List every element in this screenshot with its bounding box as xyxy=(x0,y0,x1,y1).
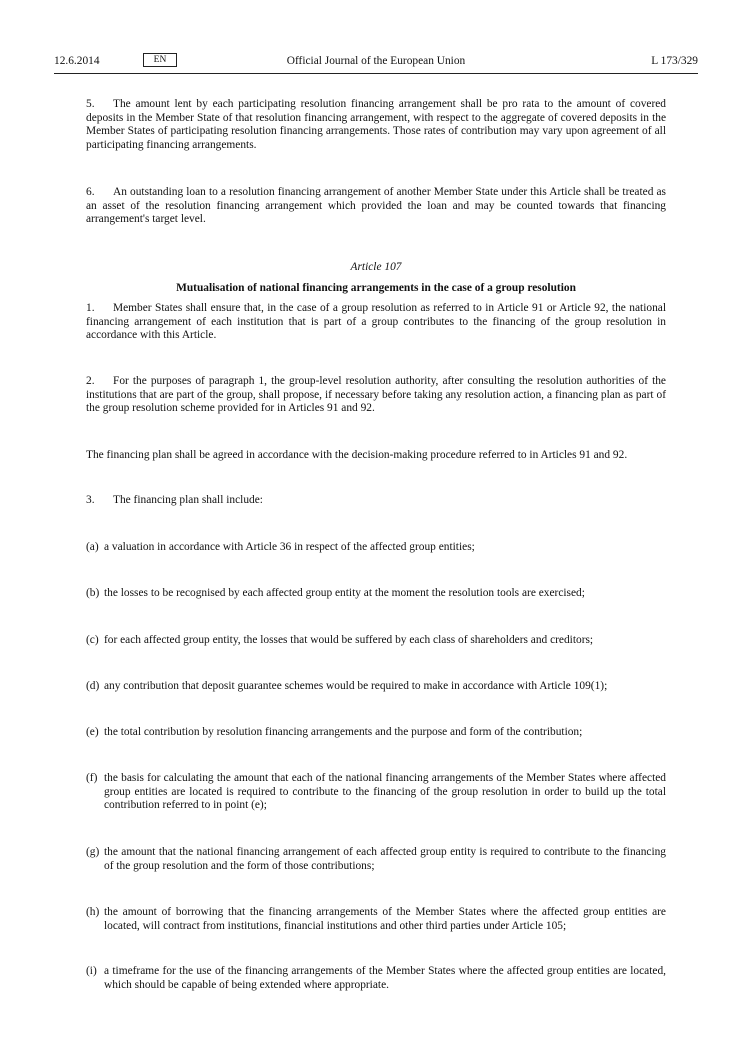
article-paragraph-2 xyxy=(86,375,666,416)
list-item-text: the losses to be recognised by each affected group entity at the moment the resolution tools are exercised; xyxy=(104,587,585,599)
page-reference: L 173/329 xyxy=(651,55,698,67)
list-item-label: (b) xyxy=(86,587,100,599)
list-item-text: any contribution that deposit guarantee schemes would be required to make in accordance with Article 109(1); xyxy=(104,680,608,692)
list-item-label: (f) xyxy=(86,772,98,784)
list-item-text: for each affected group entity, the losses that would be suffered by each class of shareholders and creditors; xyxy=(104,634,594,646)
list-item xyxy=(86,634,666,648)
list-item-label: (c) xyxy=(86,634,99,646)
paragraph-text: An outstanding loan to a resolution financing arrangement of another Member State under this Article shall be treated as an asset of the resolution financing arrangement which provided the loan and may be counted towards that financing arrangement's target level. xyxy=(86,186,666,226)
list-item-label: (i) xyxy=(86,965,97,977)
list-item-text: a valuation in accordance with Article 36 in respect of the affected group entities; xyxy=(104,541,475,553)
paragraph-number: 5. xyxy=(86,98,95,110)
list-item-label: (e) xyxy=(86,726,99,738)
paragraph-5 xyxy=(86,98,666,152)
list-item-label: (a) xyxy=(86,541,99,553)
list-item xyxy=(86,541,666,555)
paragraph-text: For the purposes of paragraph 1, the group-level resolution authority, after consulting the resolution authorities of the institutions that are part of the group, shall propose, if necessary before taking any resolution action, a financing plan as part of the group resolution scheme provided for in Articles 91 and 92. xyxy=(86,375,666,415)
paragraph-6 xyxy=(86,186,666,227)
list-item xyxy=(86,965,666,992)
paragraph-number: 6. xyxy=(86,186,95,198)
paragraph-number: 2. xyxy=(86,375,95,387)
list-item xyxy=(86,846,666,873)
journal-title: Official Journal of the European Union xyxy=(286,55,466,67)
list-item xyxy=(86,772,666,813)
list-item-text: the basis for calculating the amount that each of the national financing arrangements of the Member States where affected group entities are located is required to contribute to the financing of the group resolution in order to build up the total contribution referred to in point (e); xyxy=(104,772,666,812)
list-item-text: the amount of borrowing that the financing arrangements of the Member States where the affected group entities are located, will contract from institutions, financial institutions and other third parties under Article 105; xyxy=(104,906,666,932)
list-item-text: a timeframe for the use of the financing arrangements of the Member States where the affected group entities are located, which should be capable of being extended where appropriate. xyxy=(104,965,666,991)
header-divider xyxy=(54,73,698,74)
list-item xyxy=(86,726,666,740)
list-item-label: (d) xyxy=(86,680,100,692)
article-paragraph-1 xyxy=(86,302,666,343)
paragraph-text: Member States shall ensure that, in the case of a group resolution as referred to in Article 91 or Article 92, the national financing arrangement of each institution that is part of a group contributes to the financing of the group resolution in accordance with this Article. xyxy=(86,302,666,342)
article-paragraph-3 xyxy=(86,494,666,508)
list-item xyxy=(86,680,666,694)
list-item xyxy=(86,906,666,933)
list-item-label: (h) xyxy=(86,906,100,918)
paragraph-number: 1. xyxy=(86,302,95,314)
financing-plan-sentence: The financing plan shall be agreed in accordance with the decision-making procedure referred to in Articles 91 and 92. xyxy=(86,449,628,461)
paragraph-number: 3. xyxy=(86,494,95,506)
list-item-label: (g) xyxy=(86,846,100,858)
language-badge: EN xyxy=(143,53,177,67)
list-item-text: the amount that the national financing arrangement of each affected group entity is required to contribute to the financing of the group resolution and the form of those contributions; xyxy=(104,846,666,872)
page-header xyxy=(54,53,698,69)
paragraph-text: The financing plan shall include: xyxy=(113,494,263,506)
paragraph-text: The amount lent by each participating resolution financing arrangement shall be pro rata to the amount of covered deposits in the Member State of that resolution financing arrangement, with respect to the aggregate of covered deposits in the Member States of participating resolution financing arrangements. Those rates of contribution may vary upon agreement of all participating financing arrangements. xyxy=(86,98,666,151)
publication-date: 12.6.2014 xyxy=(54,55,100,67)
article-title: Mutualisation of national financing arrangements in the case of a group resolution xyxy=(176,282,576,294)
article-label: Article 107 xyxy=(350,261,402,273)
list-item xyxy=(86,587,666,601)
list-item-text: the total contribution by resolution financing arrangements and the purpose and form of the contribution; xyxy=(104,726,583,738)
